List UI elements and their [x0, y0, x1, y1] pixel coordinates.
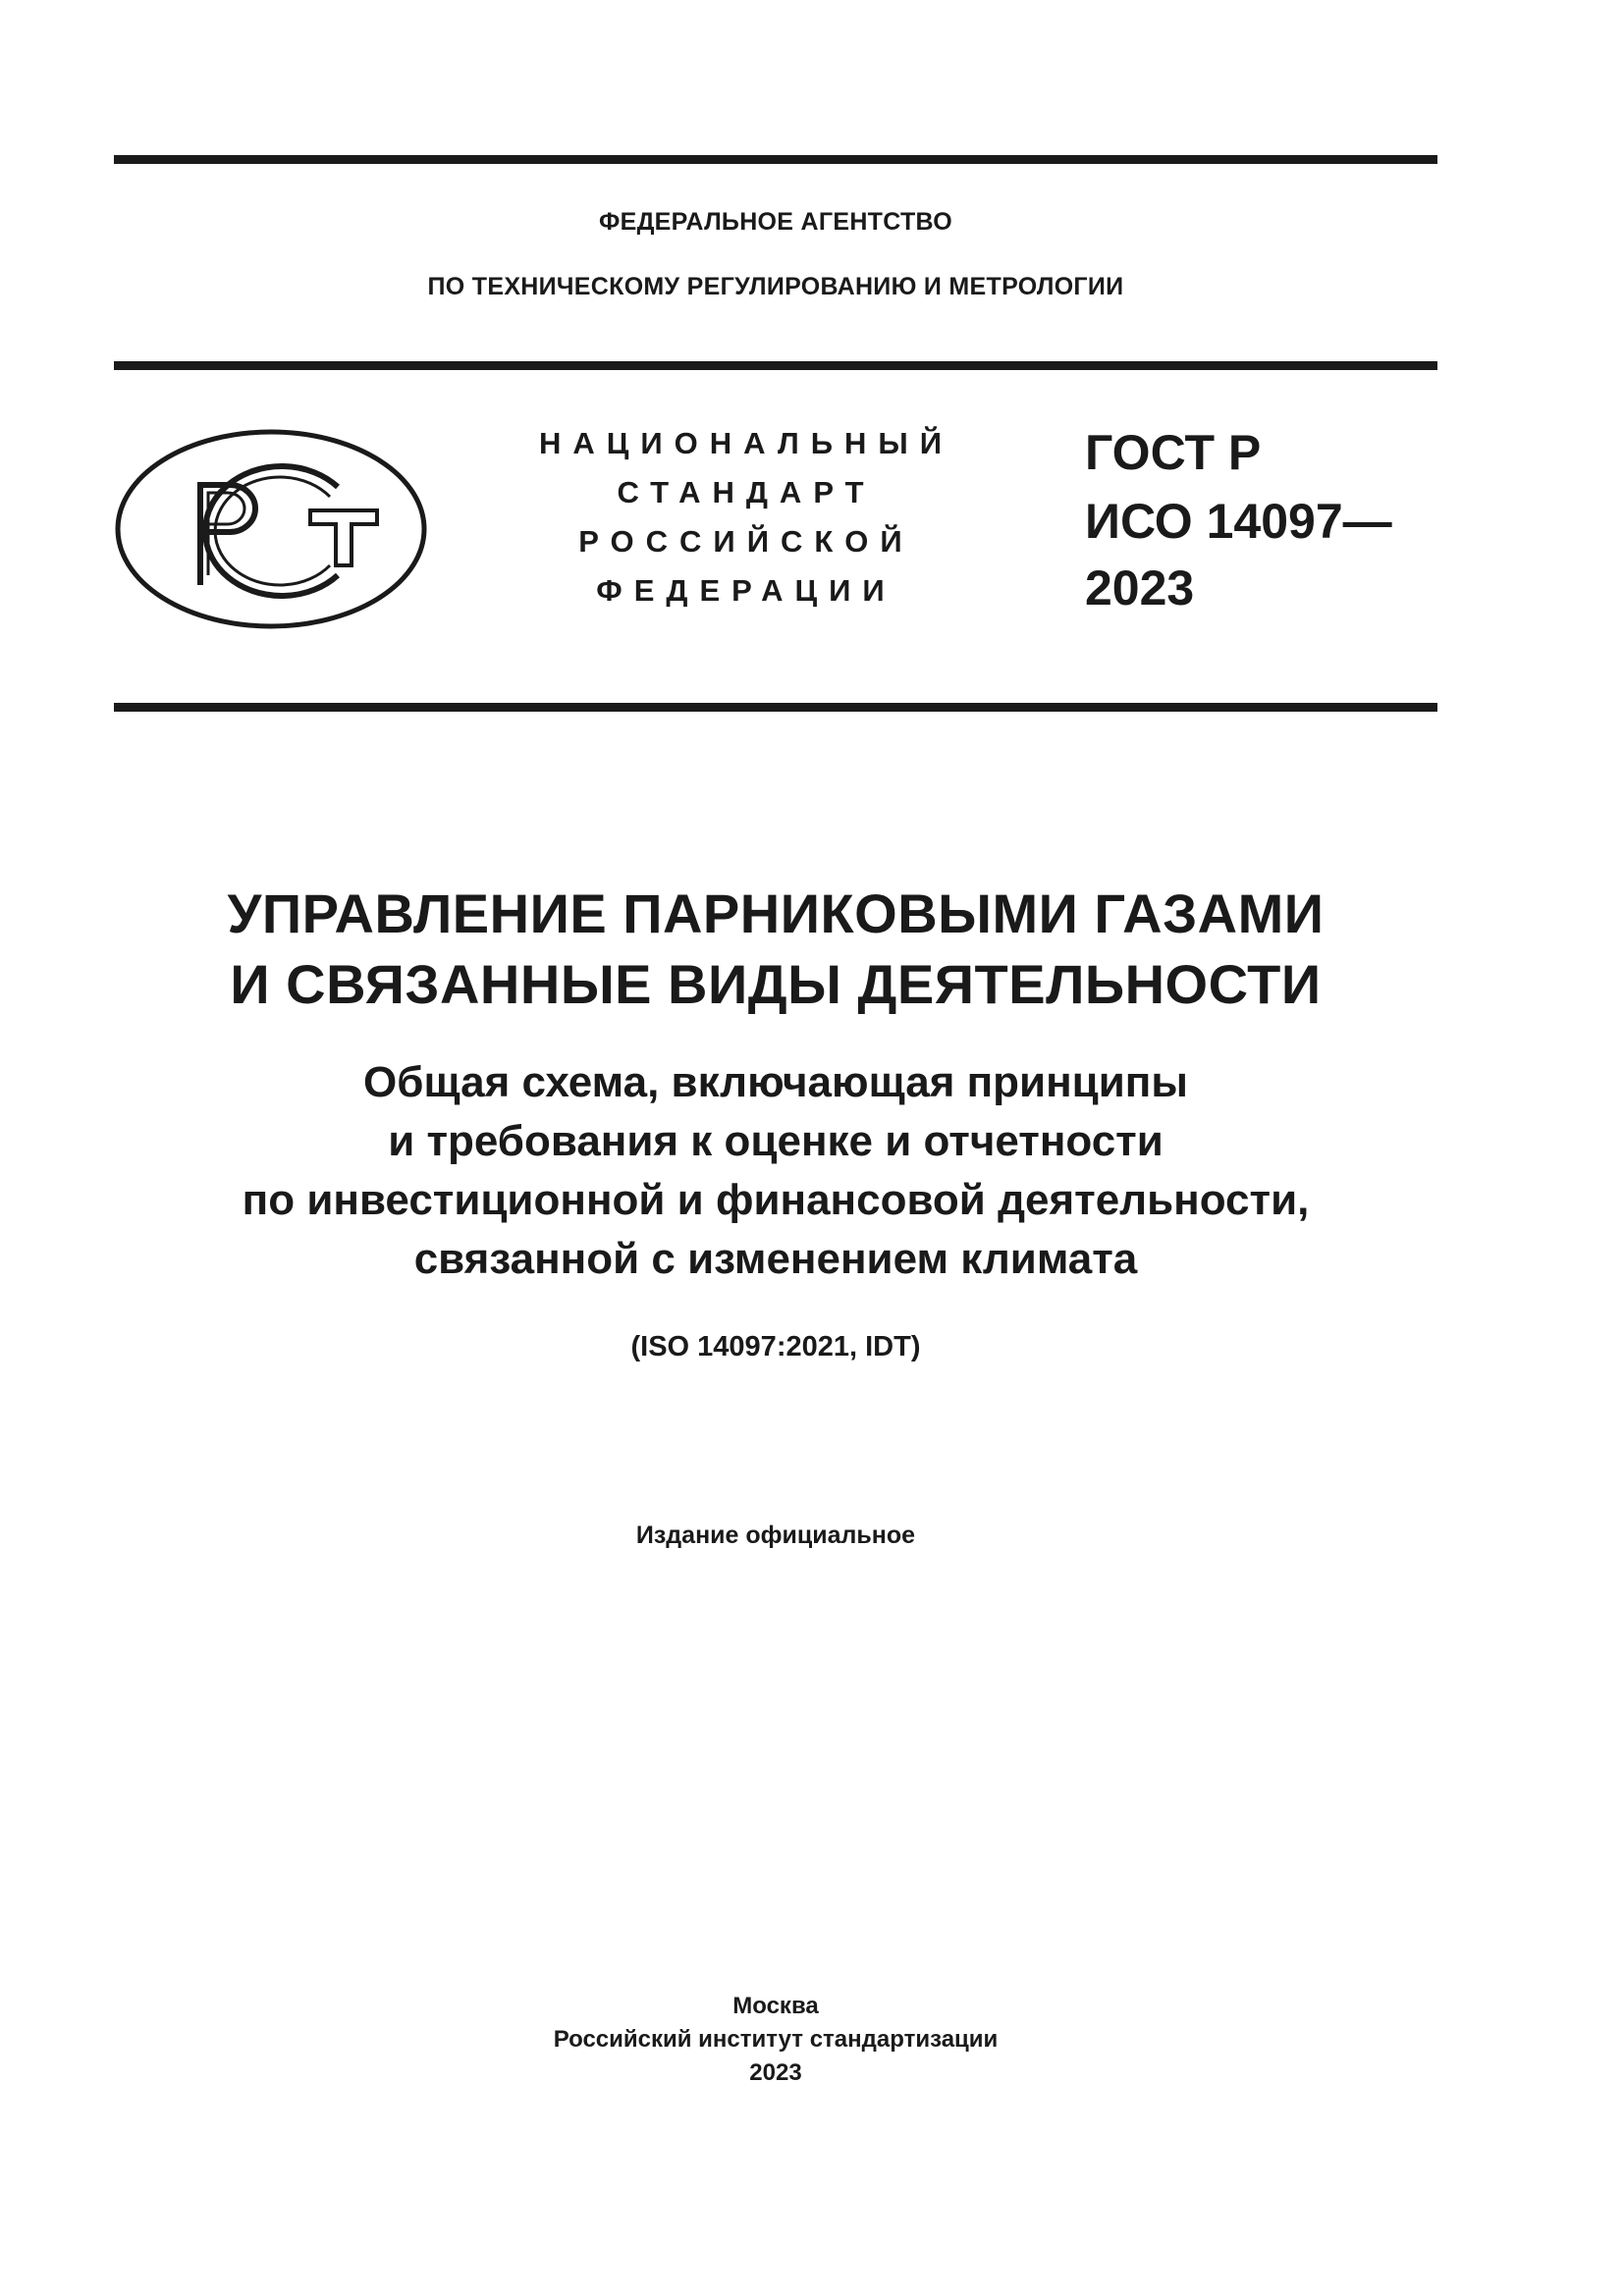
document-subtitle-line4: связанной с изменением климата	[413, 1235, 1138, 1283]
imprint-year: 2023	[749, 2059, 802, 2086]
document-title-line1: УПРАВЛЕНИЕ ПАРНИКОВЫМИ ГАЗАМИ	[227, 882, 1325, 944]
designation-divider-rule	[114, 703, 1437, 712]
iso-reference: (ISO 14097:2021, IDT)	[630, 1331, 921, 1362]
national-standard-line4: ФЕДЕРАЦИИ	[596, 573, 896, 608]
national-standard-line1: НАЦИОНАЛЬНЫЙ	[538, 426, 954, 460]
document-subtitle-line2: и требования к оценке и отчетности	[388, 1117, 1164, 1165]
standard-designation-line1: ГОСТ Р	[1085, 425, 1262, 480]
top-rule	[114, 155, 1437, 164]
rst-certification-mark-icon	[114, 428, 428, 630]
imprint-city: Москва	[732, 1993, 819, 2019]
national-standard-line3: РОССИЙСКОЙ	[578, 524, 914, 559]
edition-label: Издание официальное	[635, 1522, 916, 1549]
standard-designation-line2: ИСО 14097—	[1085, 494, 1392, 549]
imprint-publisher: Российский институт стандартизации	[553, 2026, 999, 2053]
agency-name-line1: ФЕДЕРАЛЬНОЕ АГЕНТСТВО	[598, 208, 953, 236]
document-subtitle-line3: по инвестиционной и финансовой деятельности,	[242, 1176, 1310, 1224]
header-divider-rule	[114, 361, 1437, 370]
agency-name-line2: ПО ТЕХНИЧЕСКОМУ РЕГУЛИРОВАНИЮ И МЕТРОЛОГИИ	[427, 273, 1124, 300]
document-title-line2: И СВЯЗАННЫЕ ВИДЫ ДЕЯТЕЛЬНОСТИ	[230, 953, 1322, 1015]
national-standard-line2: СТАНДАРТ	[617, 475, 876, 509]
document-subtitle-line1: Общая схема, включающая принципы	[363, 1058, 1188, 1106]
standard-designation-line3: 2023	[1085, 561, 1195, 615]
